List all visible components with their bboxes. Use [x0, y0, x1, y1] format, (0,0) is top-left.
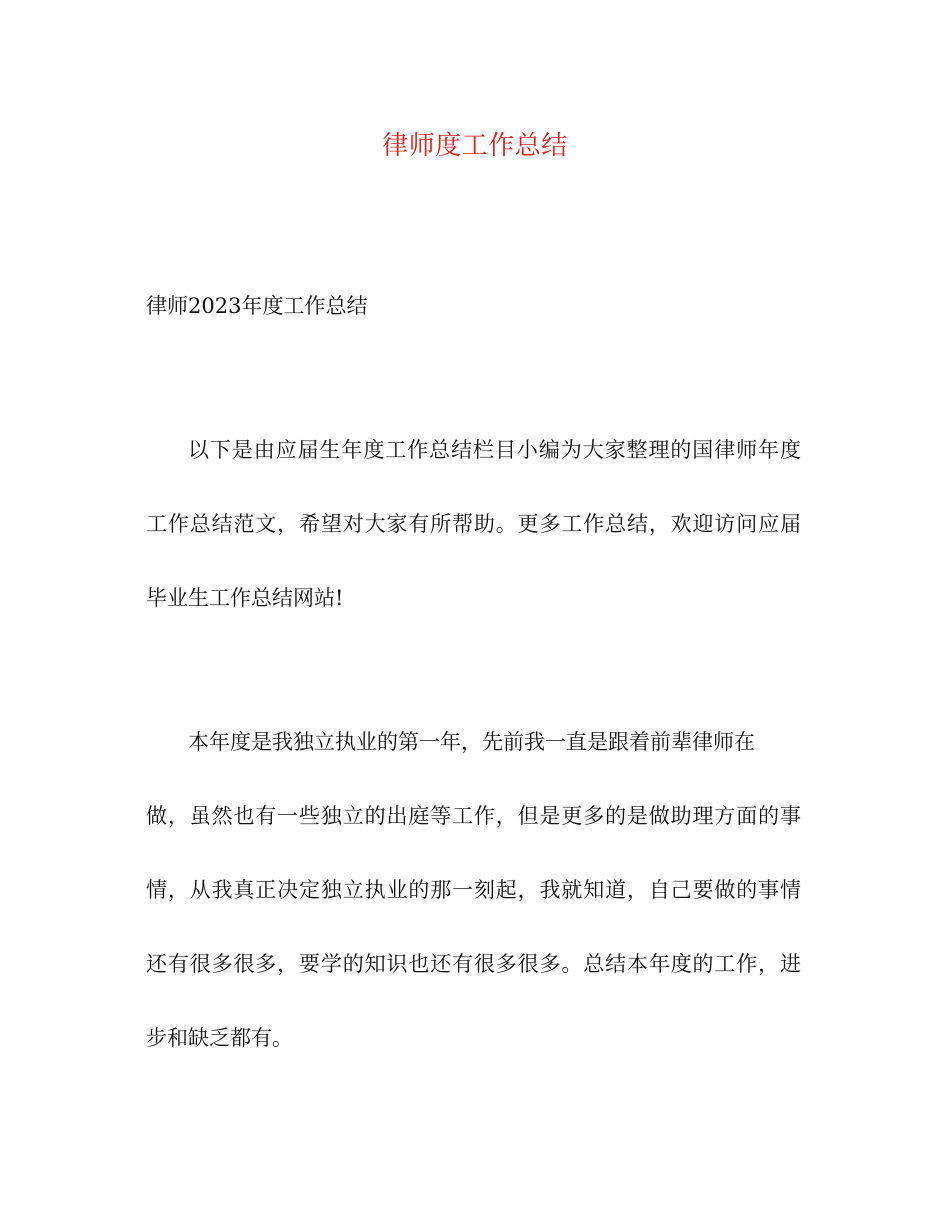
- paragraph-line: 情，从我真正决定独立执业的那一刻起，我就知道，自己要做的事情: [146, 878, 801, 902]
- paragraph-line: 工作总结范文，希望对大家有所帮助。更多工作总结，欢迎访问应届: [146, 512, 801, 536]
- paragraph-line: 以下是由应届生年度工作总结栏目小编为大家整理的国律师年度: [188, 438, 801, 462]
- paragraph-body: [146, 705, 801, 1075]
- paragraph-line: 步和缺乏都有。: [146, 1026, 293, 1050]
- document-subtitle: 律师2023年度工作总结: [146, 294, 368, 318]
- paragraph-line: 本年度是我独立执业的第一年，先前我一直是跟着前辈律师在: [188, 730, 755, 754]
- paragraph-line: 做，虽然也有一些独立的出庭等工作，但是更多的是做助理方面的事: [146, 804, 801, 828]
- paragraph-intro: [146, 413, 801, 635]
- document-title: 律师度工作总结: [382, 131, 568, 161]
- paragraph-line: 还有很多很多，要学的知识也还有很多很多。总结本年度的工作，进: [146, 952, 801, 976]
- paragraph-line: 毕业生工作总结网站!: [146, 586, 344, 610]
